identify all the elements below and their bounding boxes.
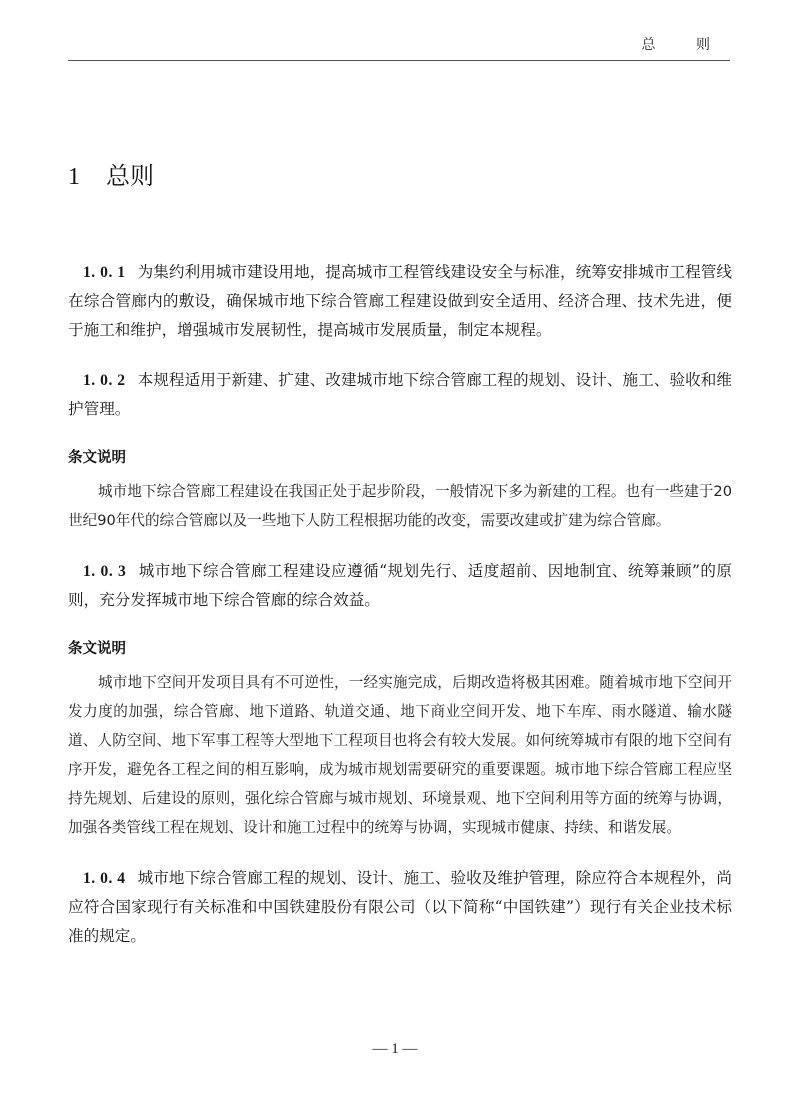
clause-1-0-4 [68, 864, 732, 951]
header-rule [68, 60, 730, 61]
clause-number: 1. 0. 2 [83, 372, 126, 389]
main-content [68, 258, 732, 951]
clause-text: 城市地下综合管廊工程建设应遵循“规划先行、适度超前、因地制宜、统筹兼顾”的原则，充分发挥城市地下综合管廊的综合效益。 [68, 562, 732, 609]
clause-text: 本规程适用于新建、扩建、改建城市地下综合管廊工程的规划、设计、施工、验收和维护管理。 [68, 371, 732, 418]
clause-text: 城市地下综合管廊工程的规划、设计、施工、验收及维护管理，除应符合本规程外，尚应符合国家现行有关标准和中国铁建股份有限公司（以下简称“中国铁建”）现行有关企业技术标准的规定。 [68, 869, 732, 945]
clause-1-0-2 [68, 366, 732, 424]
chapter-title [68, 156, 154, 191]
clause-number: 1. 0. 3 [83, 563, 127, 580]
running-header: 总 则 [641, 37, 728, 53]
clause-number: 1. 0. 1 [83, 264, 126, 281]
clause-1-0-3 [68, 557, 732, 615]
note-heading: 条文说明 [68, 450, 126, 466]
note-text: 城市地下空间开发项目具有不可逆性，一经实施完成，后期改造将极其困难。随着城市地下空间开发力度的加强，综合管廊、地下道路、轨道交通、地下商业空间开发、地下车库、雨水隧道、输水隧道、人防空间、地下军事工程等大型地下工程项目也将会有较大发展。如何统筹城市有限的地下空间有序开发，避免各工程之间的相互影响，成为城市规划需要研究的重要课题。城市地下综合管廊工程应坚持先规划、后建设的原则，强化综合管廊与城市规划、环境景观、地下空间利用等方面的统筹与协调，加强各类管线工程在规划、设计和施工过程中的统筹与协调，实现城市健康、持续、和谐发展。 [68, 674, 732, 836]
page-number: — 1 — [372, 1041, 418, 1057]
chapter-number: 1 [68, 164, 80, 190]
clause-1-0-1 [68, 258, 732, 345]
clause-number: 1. 0. 4 [83, 870, 126, 887]
note-text: 城市地下综合管廊工程建设在我国正处于起步阶段，一般情况下多为新建的工程。也有一些建于20世纪90年代的综合管廊以及一些地下人防工程根据功能的改变，需要改建或扩建为综合管廊。 [68, 483, 732, 529]
clause-text: 为集约利用城市建设用地，提高城市工程管线建设安全与标准，统筹安排城市工程管线在综合管廊内的敷设，确保城市地下综合管廊工程建设做到安全适用、经济合理、技术先进，便于施工和维护，增强城市发展韧性，提高城市发展质量，制定本规程。 [68, 263, 732, 339]
note-heading: 条文说明 [68, 641, 126, 657]
chapter-title-text: 总则 [106, 162, 154, 190]
